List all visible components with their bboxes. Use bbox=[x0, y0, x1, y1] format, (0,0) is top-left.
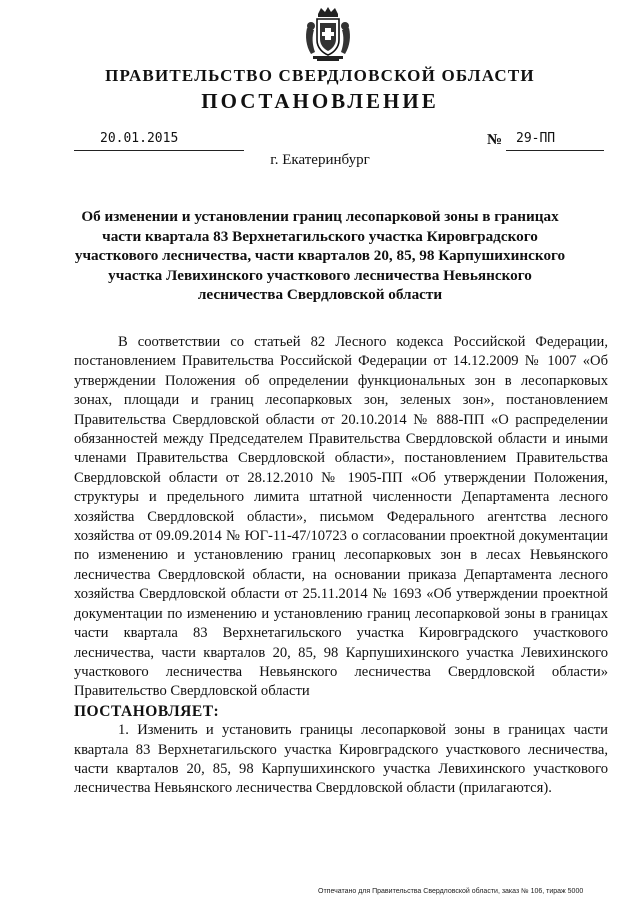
document-number: 29-ПП bbox=[516, 131, 556, 146]
item-1-paragraph: 1. Изменить и установить границы лесопарковой зоны в границах части квартала 83 Верхнетагильского участка Кировградского участкового лесничества, части кварталов 20, 85, 98 Карпушихинского участка Левихинского участкового лесничества Невьянского лесничества Свердловской области (прилагаются). bbox=[74, 722, 608, 797]
document-body bbox=[74, 333, 608, 799]
preamble-paragraph: В соответствии со статьей 82 Лесного кодекса Российской Федерации, постановлением Правительства Российской Федерации от 14.12.2009 № 1007 «Об утверждении Положения об определении функциональных зон в лесопарковых зонах, площади и границ лесопарковых зон, зеленых зон», постановлением Правительства Свердловской области от 20.10.2014 № 888-ПП «О распределении обязанностей между Председателем Правительства Свердловской области и иными членами Правительства Свердловской области», постановлением Правительства Свердловской области от 28.12.2010 № 1905-ПП «Об утверждении Положения, структуры и предельного лимита штатной численности Департамента лесного хозяйства Свердловской области», письмом Федерального агентства лесного хозяйства от 09.09.2014 № ЮГ-11-47/10723 о согласовании проектной документации по изменению и установлению границ лесопарковых зон в лесах Невьянского лесничества Свердловской области, на основании приказа Департамента лесного хозяйства Свердловской области от 25.11.2014 № 1693 «Об утверждении проектной документации по изменению и установлению границ лесопарковой зоны в границах части квартала 83 Верхнетагильского участка Кировградского участкового лесничества, части кварталов 20, 85, 98 Карпушихинского участка Левихинского участкового лесничества Невьянского лесничества Свердловской области» Правительство Свердловской области bbox=[74, 334, 608, 700]
document-title: Об изменении и установлении границ лесопарковой зоны в границах части квартала 83 Верхнетагильского участка Кировградского участкового лесничества, части кварталов 20, 85, 98 Карпушихинского участка Левихинского участкового лесничества Невьянского лесничества Свердловской области bbox=[74, 208, 566, 303]
resolves-heading: ПОСТАНОВЛЯЕТ: bbox=[74, 702, 220, 720]
coat-of-arms-icon bbox=[303, 6, 353, 62]
number-sign: № bbox=[487, 132, 503, 148]
document-type: ПОСТАНОВЛЕНИЕ bbox=[201, 89, 439, 113]
city: г. Екатеринбург bbox=[270, 152, 370, 168]
document-date: 20.01.2015 bbox=[100, 131, 179, 146]
print-note: Отпечатано для Правительства Свердловской области, заказ № 106, тираж 5000 bbox=[318, 888, 584, 895]
organization-name: ПРАВИТЕЛЬСТВО СВЕРДЛОВСКОЙ ОБЛАСТИ bbox=[105, 66, 535, 85]
